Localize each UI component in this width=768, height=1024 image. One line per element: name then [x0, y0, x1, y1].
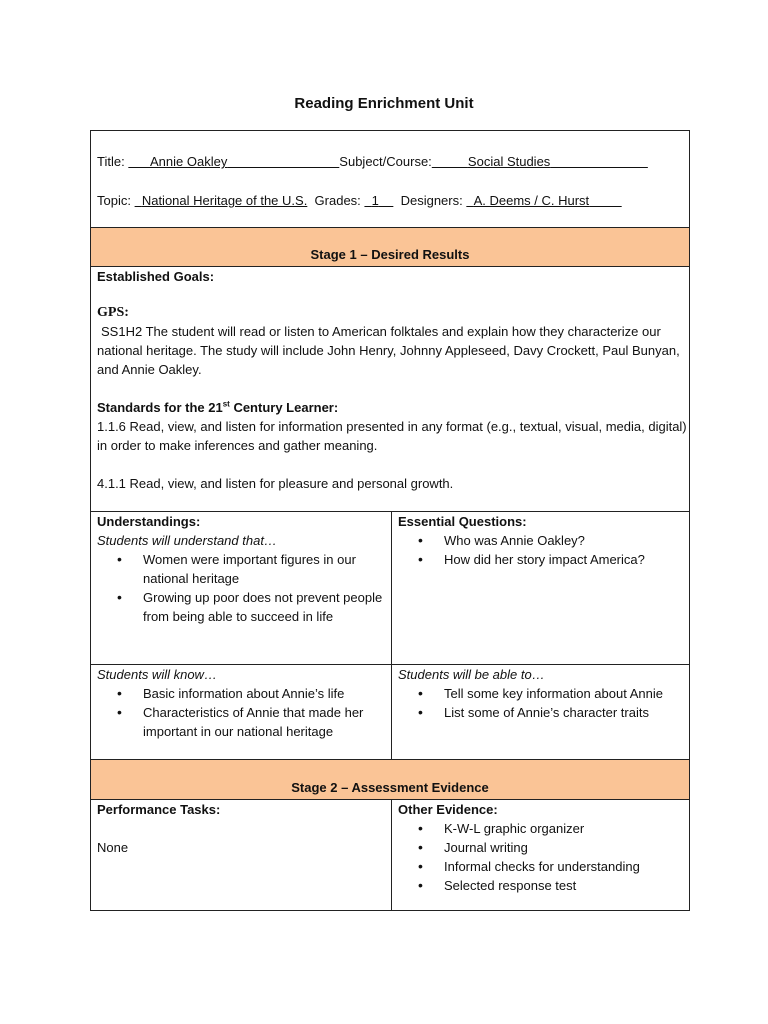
- list-item: • Tell some key information about Annie: [398, 684, 688, 703]
- designers-value: A. Deems / C. Hurst: [473, 193, 590, 208]
- know-list: [97, 684, 387, 741]
- able-intro: Students will be able to…: [398, 667, 545, 682]
- established-goals-label: Established Goals:: [97, 269, 215, 284]
- title-value: Annie Oakley: [150, 154, 228, 169]
- grades-value: 1: [371, 193, 379, 208]
- list-item: • Informal checks for understanding: [398, 857, 688, 876]
- list-item: • List some of Annie’s character traits: [398, 703, 688, 722]
- stage-2-band: [91, 760, 689, 799]
- understandings-label: Understandings:: [97, 514, 201, 529]
- list-item: • How did her story impact America?: [398, 550, 688, 569]
- performance-tasks-label: Performance Tasks:: [97, 802, 221, 817]
- list-item: • K-W-L graphic organizer: [398, 819, 688, 838]
- performance-tasks-value: None: [97, 840, 129, 855]
- standard-4-1-1: 4.1.1 Read, view, and listen for pleasure and personal growth.: [97, 476, 454, 491]
- essential-questions-label: Essential Questions:: [398, 514, 527, 529]
- know-intro: Students will know…: [97, 667, 217, 682]
- document-title: Reading Enrichment Unit: [294, 95, 474, 112]
- stage-1-heading: Stage 1 – Desired Results: [310, 247, 470, 262]
- essential-questions-list: [398, 531, 688, 569]
- other-evidence-label: Other Evidence:: [398, 802, 498, 817]
- designers-label: Designers:: [400, 193, 463, 208]
- list-item: • Selected response test: [398, 876, 688, 895]
- topic-row: [97, 191, 622, 210]
- subject-value: Social Studies: [467, 154, 551, 169]
- list-item: • Basic information about Annie’s life: [97, 684, 387, 703]
- topic-label: Topic:: [97, 193, 131, 208]
- title-label: Title:: [97, 154, 125, 169]
- list-item: • Women were important figures in our national heritage: [97, 550, 383, 588]
- column-divider: [391, 511, 392, 759]
- list-item: • Who was Annie Oakley?: [398, 531, 688, 550]
- unit-plan-table: [90, 130, 690, 911]
- grades-label: Grades:: [314, 193, 361, 208]
- understandings-list: [97, 550, 383, 626]
- standards-21st-label: Standards for the 21st Century Learner:: [97, 399, 339, 415]
- list-item: • Growing up poor does not prevent people from being able to succeed in life: [97, 588, 383, 626]
- standard-1-1-6: 1.1.6 Read, view, and listen for information presented in any format (e.g., textual, visual, media, digital) in order to make inferences and gather meaning.: [97, 419, 687, 453]
- stage-2-heading: Stage 2 – Assessment Evidence: [291, 780, 489, 795]
- stage-1-band: [91, 228, 689, 266]
- list-item: • Characteristics of Annie that made her important in our national heritage: [97, 703, 387, 741]
- column-divider: [391, 799, 392, 911]
- gps-standard-text: SS1H2 The student will read or listen to American folktales and explain how they characterize our national heritage. The study will include John Henry, Johnny Appleseed, Davy Crockett, Paul Bunyan, and Annie Oakley.: [97, 324, 680, 377]
- able-list: [398, 684, 688, 722]
- subject-label: Subject/Course:: [339, 154, 432, 169]
- topic-value: National Heritage of the U.S.: [141, 193, 308, 208]
- list-item: • Journal writing: [398, 838, 688, 857]
- other-evidence-list: [398, 819, 688, 895]
- title-row: [97, 152, 648, 171]
- gps-label: GPS:: [97, 305, 129, 320]
- understandings-intro: Students will understand that…: [97, 533, 277, 548]
